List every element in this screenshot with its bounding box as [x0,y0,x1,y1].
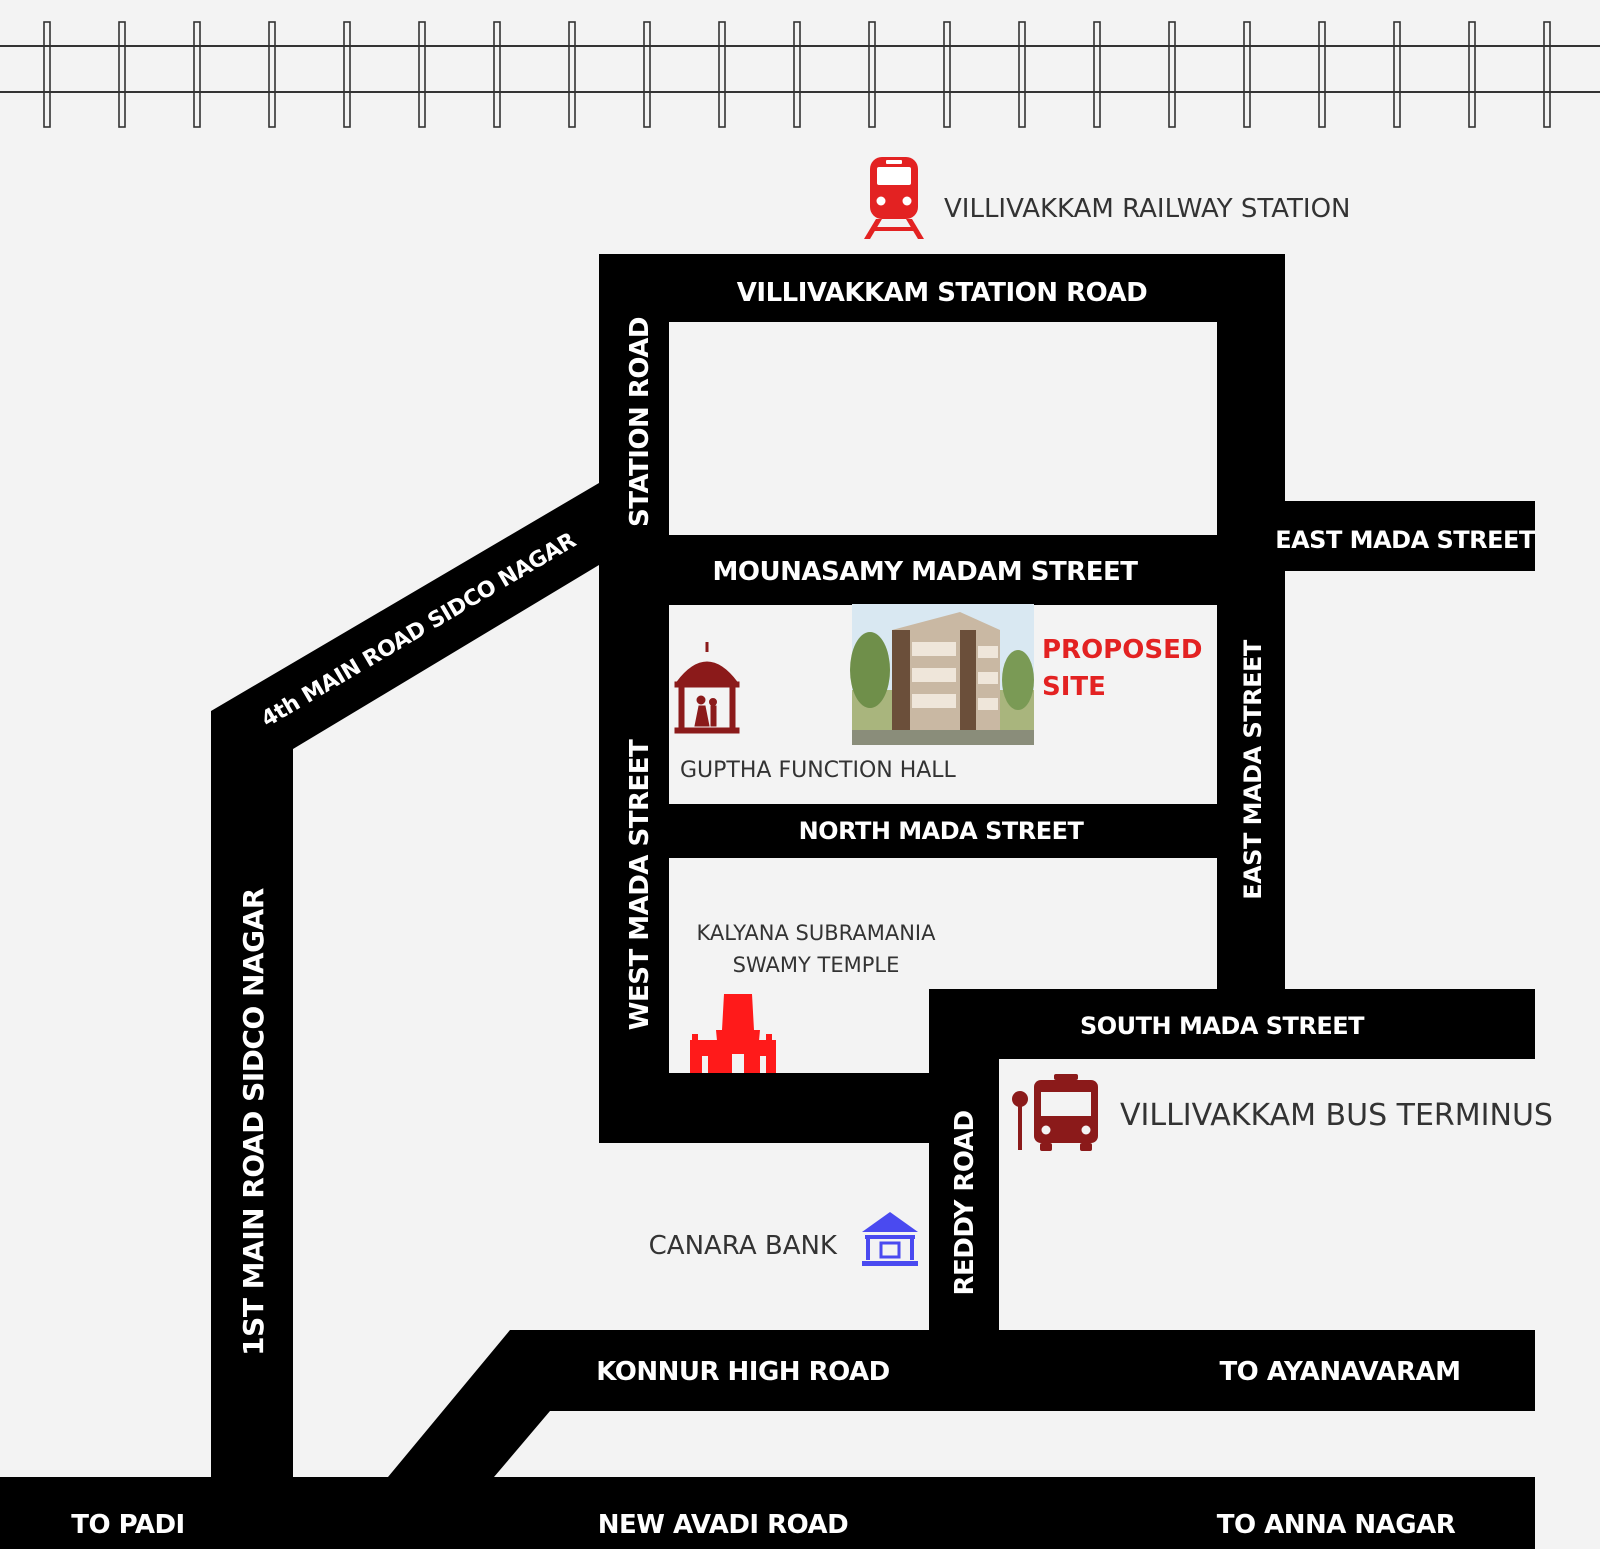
label-south-mada-street: SOUTH MADA STREET [1079,1012,1365,1040]
label-proposed-site-line2: SITE [1042,672,1106,702]
railway-sleeper [1544,22,1550,127]
label-function-hall: GUPTHA FUNCTION HALL [680,758,956,783]
wedding-pavilion-icon [675,642,739,733]
label-bus-terminus: VILLIVAKKAM BUS TERMINUS [1120,1098,1553,1133]
label-to-anna-nagar: TO ANNA NAGAR [1216,1510,1456,1540]
railway-sleeper [119,22,125,127]
label-new-avadi-road: NEW AVADI ROAD [597,1510,849,1540]
label-to-ayanavaram: TO AYANAVARAM [1219,1357,1461,1387]
railway-sleeper [419,22,425,127]
railway-sleeper [494,22,500,127]
railway-sleeper [794,22,800,127]
label-temple-line2: SWAMY TEMPLE [732,953,900,977]
railway-sleeper [44,22,50,127]
label-villivakkam-station-road: VILLIVAKKAM STATION ROAD [736,278,1148,308]
railway-sleeper [1169,22,1175,127]
railway-sleeper [719,22,725,127]
temple-icon [690,994,776,1073]
label-mounasamy-madam-street: MOUNASAMY MADAM STREET [712,557,1138,587]
railway-sleeper [1469,22,1475,127]
railway-sleeper [194,22,200,127]
railway-sleeper [644,22,650,127]
label-railway-station: VILLIVAKKAM RAILWAY STATION [944,194,1351,224]
label-bank: CANARA BANK [648,1231,837,1261]
railway-sleeper [1319,22,1325,127]
label-station-road: STATION ROAD [625,317,655,527]
road-konnur-high [388,1330,1535,1477]
railway-sleeper [1094,22,1100,127]
railway-sleeper [269,22,275,127]
train-icon [864,157,924,239]
bank-icon [862,1212,918,1266]
label-to-padi: TO PADI [71,1510,185,1540]
railway-track [0,22,1600,127]
label-konnur-high-road: KONNUR HIGH ROAD [596,1357,890,1387]
railway-sleeper [569,22,575,127]
label-proposed-site-line1: PROPOSED [1042,635,1203,665]
railway-sleeper [344,22,350,127]
railway-sleeper [944,22,950,127]
label-fourth-main-road: 4th MAIN ROAD SIDCO NAGAR [257,528,581,733]
label-east-mada-street-branch: EAST MADA STREET [1275,526,1535,554]
railway-sleepers [44,22,1550,127]
railway-sleeper [869,22,875,127]
bus-icon [1012,1074,1098,1151]
label-reddy-road: REDDY ROAD [950,1110,980,1296]
label-temple-line1: KALYANA SUBRAMANIA [696,921,936,945]
label-east-mada-street: EAST MADA STREET [1239,640,1267,900]
label-north-mada-street: NORTH MADA STREET [798,817,1084,845]
railway-sleeper [1019,22,1025,127]
railway-sleeper [1244,22,1250,127]
building-image [850,604,1034,745]
road-network [0,254,1535,1549]
label-west-mada-street: WEST MADA STREET [625,739,655,1031]
label-first-main-road: 1ST MAIN ROAD SIDCO NAGAR [237,888,270,1356]
railway-sleeper [1394,22,1400,127]
